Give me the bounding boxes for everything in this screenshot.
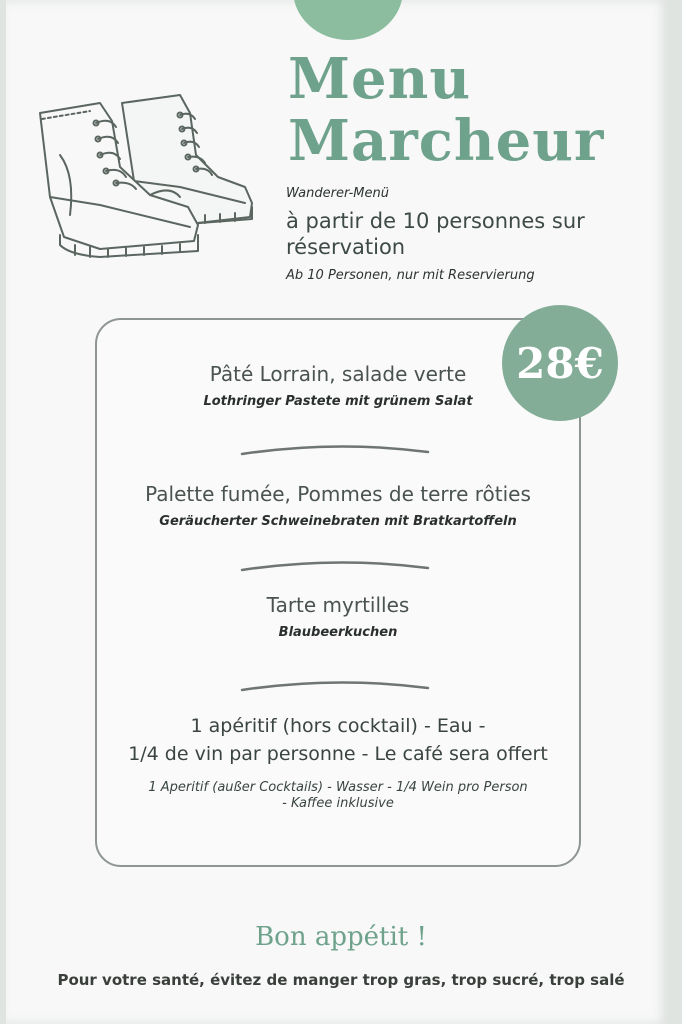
extras-line-1: 1 apéritif (hors cocktail) - Eau - <box>190 715 486 737</box>
dish-dessert <box>95 593 581 640</box>
menu-title <box>288 48 604 172</box>
dish-name-de: Geräucherter Schweinebraten mit Bratkartoffeln <box>159 514 517 529</box>
health-notice: Pour votre santé, évitez de manger trop gras, trop sucré, trop salé <box>57 971 625 989</box>
divider-swash <box>240 560 430 574</box>
dish-name-fr: Pâté Lorrain, salade verte <box>209 362 467 386</box>
dish-name-de: Blaubeerkuchen <box>278 625 398 640</box>
price-badge: 28€ <box>502 305 618 421</box>
extras-line-2: 1/4 de vin par personne - Le café sera offert <box>128 743 548 765</box>
extras-de-line-1: 1 Aperitif (außer Cocktails) - Wasser - 1/4 Wein pro Person <box>148 780 528 795</box>
top-tab-decoration <box>293 0 403 40</box>
subtitle-french: à partir de 10 personnes sur réservation <box>286 209 585 259</box>
divider-swash <box>240 680 430 694</box>
title-line-2: Marcheur <box>288 108 605 174</box>
divider-swash <box>240 444 430 458</box>
dish-name-fr: Palette fumée, Pommes de terre rôties <box>145 482 531 506</box>
extras-de-line-2: - Kaffee inklusive <box>282 796 394 811</box>
dish-name-de: Lothringer Pastete mit grünem Salat <box>203 394 473 409</box>
included-extras-fr <box>95 712 581 768</box>
dish-main <box>95 482 581 529</box>
title-line-1: Menu <box>288 46 472 112</box>
dish-name-fr: Tarte myrtilles <box>266 593 410 617</box>
reservation-note-german: Ab 10 Personen, nur mit Reservierung <box>286 268 535 283</box>
subtitle-german: Wanderer-Menü <box>286 186 389 201</box>
included-extras-de <box>110 780 566 812</box>
bon-appetit: Bon appétit ! <box>255 922 427 952</box>
dish-starter <box>95 362 581 409</box>
hiking-boots-icon <box>30 85 265 270</box>
